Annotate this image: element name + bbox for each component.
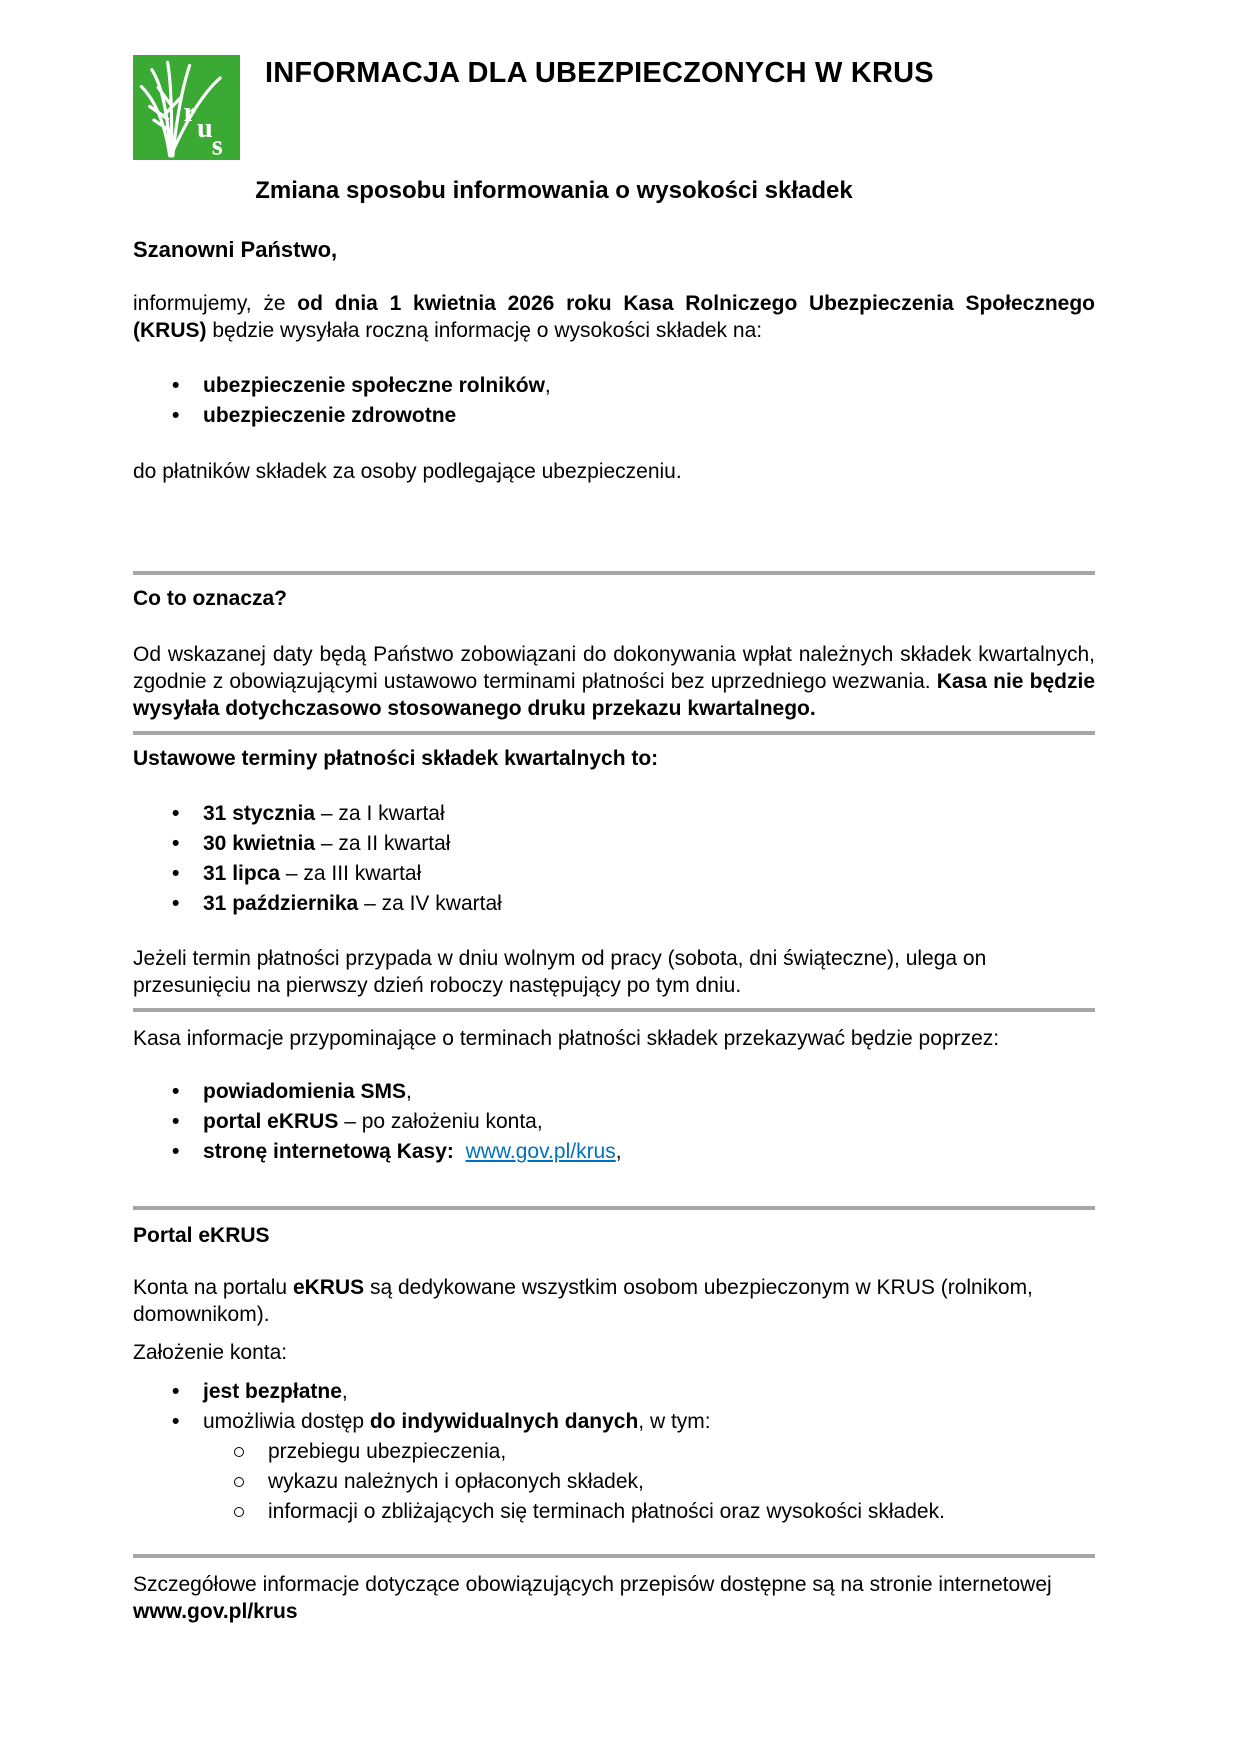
list-item: informacji o zbliżających się terminach płatności oraz wysokości składek. xyxy=(133,1497,1095,1527)
page-title: INFORMACJA DLA UBEZPIECZONYCH W KRUS xyxy=(265,57,934,89)
greeting: Szanowni Państwo, xyxy=(133,237,338,262)
list-item: • powiadomienia SMS, xyxy=(133,1077,1095,1107)
footer-paragraph: Szczegółowe informacje dotyczące obowiązujących przepisów dostępne są na stronie internetowej www.gov.pl/krus xyxy=(133,1573,1052,1623)
section-divider xyxy=(133,571,1095,575)
section-divider xyxy=(133,1206,1095,1210)
document-header xyxy=(133,55,1095,160)
list-item: przebiegu ubezpieczenia, xyxy=(133,1437,1095,1467)
list-item: • ubezpieczenie społeczne rolników, xyxy=(133,371,1095,401)
list-item: • stronę internetową Kasy: www.gov.pl/krus, xyxy=(133,1137,1095,1167)
list-item: • 31 stycznia – za I kwartał xyxy=(133,799,1095,829)
svg-text:s: s xyxy=(211,130,223,160)
meaning-section-heading: Co to oznacza? xyxy=(133,587,288,610)
list-item: • umożliwia dostęp do indywidualnych danych, w tym: xyxy=(133,1407,1095,1437)
reminders-intro: Kasa informacje przypominające o terminach płatności składek przekazywać będzie poprzez: xyxy=(133,1027,1000,1050)
account-data-sublist xyxy=(133,1437,1095,1527)
insurance-types-list xyxy=(133,371,1095,431)
terms-section-heading: Ustawowe terminy płatności składek kwartalnych to: xyxy=(133,747,659,770)
list-item: • 30 kwietnia – za II kwartał xyxy=(133,829,1095,859)
svg-text:u: u xyxy=(197,112,213,144)
list-item: • ubezpieczenie zdrowotne xyxy=(133,401,1095,431)
list-item: • jest bezpłatne, xyxy=(133,1377,1095,1407)
section-divider xyxy=(133,1554,1095,1558)
intro-paragraph: informujemy, że od dnia 1 kwietnia 2026 roku Kasa Rolniczego Ubezpieczenia Społecznego (KRUS) będzie wysyłała roczną informację o wysokości składek na: xyxy=(133,292,1095,342)
section-divider xyxy=(133,1008,1095,1012)
account-benefits-list xyxy=(133,1377,1095,1437)
list-item: • portal eKRUS – po założeniu konta, xyxy=(133,1107,1095,1137)
portal-section-heading: Portal eKRUS xyxy=(133,1224,270,1247)
account-label: Założenie konta: xyxy=(133,1341,288,1364)
reminder-channels-list xyxy=(133,1077,1095,1167)
section-divider xyxy=(133,731,1095,735)
portal-paragraph: Konta na portalu eKRUS są dedykowane wszystkim osobom ubezpieczonym w KRUS (rolnikom, domownikom). xyxy=(133,1276,1033,1326)
list-item: • 31 lipca – za III kwartał xyxy=(133,859,1095,889)
list-item: • 31 października – za IV kwartał xyxy=(133,889,1095,919)
terms-note: Jeżeli termin płatności przypada w dniu wolnym od pracy (sobota, dni świąteczne), ulega on przesunięciu na pierwszy dzień roboczy następujący po tym dniu. xyxy=(133,947,987,997)
payment-terms-list xyxy=(133,799,1095,919)
meaning-paragraph: Od wskazanej daty będą Państwo zobowiązani do dokonywania wpłat należnych składek kwartalnych, zgodnie z obowiązującymi ustawowo terminami płatności bez uprzedniego wezwania. Kasa nie będzie wysyłała dotychczasowo stosowanego druku przekazu kwartalnego. xyxy=(133,643,1095,720)
svg-text:r: r xyxy=(183,97,196,129)
krus-website-link[interactable]: www.gov.pl/krus xyxy=(465,1140,616,1163)
intro-closing: do płatników składek za osoby podlegające ubezpieczeniu. xyxy=(133,460,682,483)
krus-logo-icon xyxy=(133,55,240,160)
document-subtitle: Zmiana sposobu informowania o wysokości składek xyxy=(255,177,853,204)
list-item: wykazu należnych i opłaconych składek, xyxy=(133,1467,1095,1497)
